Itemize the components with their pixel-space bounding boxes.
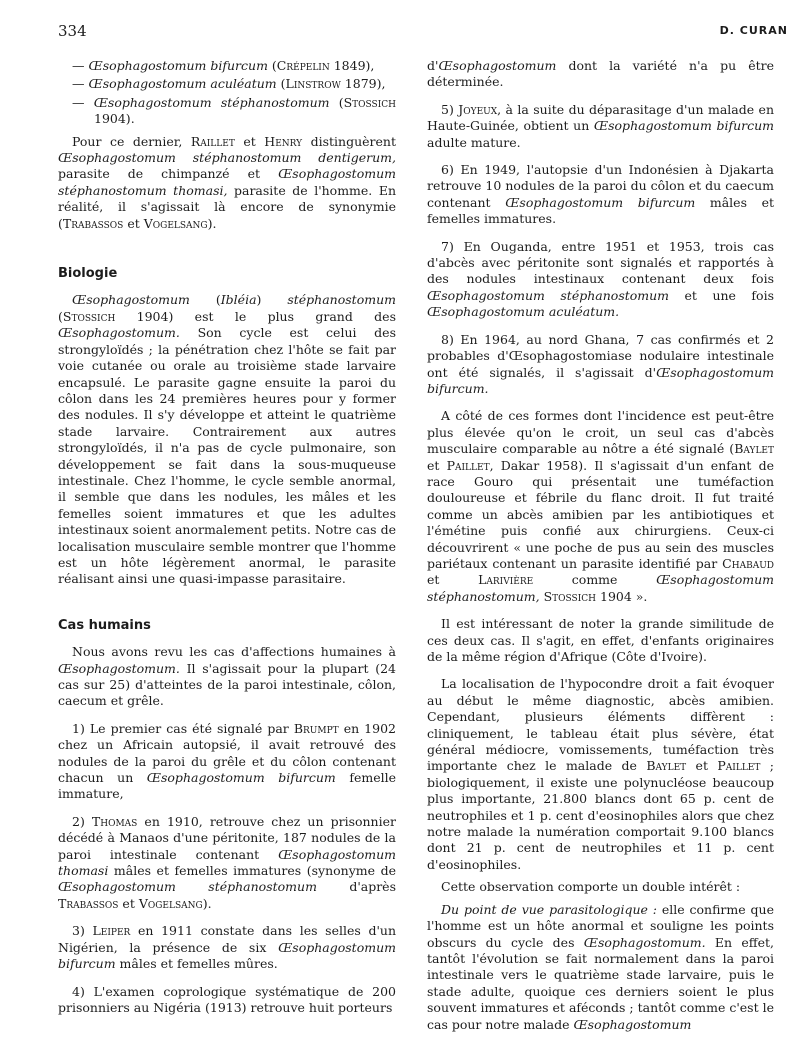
paragraph: Œsophagostomum (Ibléia) stéphanostomum (Stossich 1904) est le plus grand des Œsophagostomum. Son cycle est celui des strongyloïdés ; la pénétration chez l'hôte se fait par voie cutanée ou orale au troisième stade larvaire encapsulé. Le parasite gagne ensuite la paroi du côlon dans les 24 premières heures pour y former des nodules. Il s'y développe et atteint le quatrième stade larvaire. Contrairement aux autres strongyloïdés, il n'a pas de cycle pulmonaire, son développement se fait dans la sous-muqueuse intestinale. Chez l'homme, le cycle semble anormal, il semble que dans les nodules, les mâles et les femelles soient immatures et que les adultes intestinaux soient anormalement petits. Notre cas de localisation musculaire semble montrer que l'homme est un hôte légèrement anormal, le parasite réalisant ainsi une quasi-impasse parasitaire. <box>58 292 396 587</box>
right-column <box>427 58 774 1044</box>
paragraph: Pour ce dernier, Raillet et Henry distinguèrent Œsophagostomum stéphanostomum dentigerum, parasite de chimpanzé et Œsophagostomum stéphanostomum thomasi, parasite de l'homme. En réalité, il s'agissait là encore de synonymie (Trabassos et Vogelsang). <box>58 133 396 231</box>
paragraph: 5) Joyeux, à la suite du déparasitage d'un malade en Haute-Guinée, obtient un Œsophagostomum bifurcum adulte mature. <box>427 101 774 150</box>
paragraph: 2) Thomas en 1910, retrouve chez un prisonnier décédé à Manaos d'une péritonite, 187 nodules de la paroi intestinale contenant Œsophagostomum thomasi mâles et femelles immatures (synonyme de Œsophagostomum stéphanostomum d'après Trabassos et Vogelsang). <box>58 813 396 911</box>
paragraph: d'Œsophagostomum dont la variété n'a pu être déterminée. <box>427 58 774 90</box>
paragraph: Cette observation comporte un double intérêt : <box>441 879 741 895</box>
page-header <box>58 22 788 44</box>
paragraph: 6) En 1949, l'autopsie d'un Indonésien à Djakarta retrouve 10 nodules de la paroi du côlon et du caecum contenant Œsophagostomum bifurcum mâles et femelles immatures. <box>427 162 775 227</box>
synonym-line: — Œsophagostomum aculéatum (Linstrow 1879), <box>72 76 386 92</box>
paragraph: 4) L'examen coprologique systématique de 200 prisonniers au Nigéria (1913) retrouve huit porteurs <box>58 983 396 1015</box>
paragraph: La localisation de l'hypocondre droit a fait évoquer au début le même diagnostic, abcès amibien. Cependant, plusieurs éléments diffèrent : cliniquement, le tableau était plus sévère, état général médiocre, vomissements, tuméfaction très importante chez le malade de Baylet et Paillet ; biologiquement, il existe une polynucléose beaucoup plus importante, 21.800 blancs dont 65 p. cent de neutrophiles et 1 p. cent d'eosinophiles alors que chez notre malade la numération comportait 9.100 blancs dont 21 p. cent de neutrophiles et 11 p. cent d'eosinophiles. <box>427 676 775 872</box>
section-title-biologie: Biologie <box>58 266 118 282</box>
synonym-line: — Œsophagostomum stéphanostomum (Stossich 1904). <box>72 94 396 127</box>
paragraph: Du point de vue parasitologique : elle confirme que l'homme est un hôte anormal et souligne les points obscurs du cycle des Œsophagostomum. En effet, tantôt l'évolution se fait normalement dans la paroi intestinale vers le quatrième stade larvaire, puis le stade adulte, quoique ces derniers soient le plus souvent immatures et aféconds ; tantôt comme c'est le cas pour notre malade Œsophagostomum <box>427 901 775 1032</box>
section-title-cas-humains: Cas humains <box>58 617 151 633</box>
paragraph: Nous avons revu les cas d'affections humaines à Œsophagostomum. Il s'agissait pour la plupart (24 cas sur 25) d'atteintes de la paroi intestinale, côlon, caecum et grêle. <box>58 644 396 709</box>
page-number: 334 <box>58 22 87 40</box>
running-head: D. CURAN <box>719 24 788 37</box>
synonym-line: — Œsophagostomum bifurcum (Crépelin 1849), <box>72 58 375 73</box>
paragraph: Il est intéressant de noter la grande similitude de ces deux cas. Il s'agit, en effet, d'enfants originaires de la même région d'Afrique (Côte d'Ivoire). <box>427 616 774 664</box>
left-column <box>58 58 396 1027</box>
paragraph: 7) En Ouganda, entre 1951 et 1953, trois cas d'abcès avec péritonite sont signalés et rapportés à des nodules intestinaux contenant deux fois Œsophagostomum stéphanostomum et une fois Œsophagostomum aculéatum. <box>427 238 774 320</box>
paragraph: 8) En 1964, au nord Ghana, 7 cas confirmés et 2 probables d'Œsophagostomiase nodulaire intestinale ont été signalés, il s'agissait d'Œsophagostomum bifurcum. <box>427 331 774 396</box>
paragraph: 3) Leiper en 1911 constate dans les selles d'un Nigérien, la présence de six Œsophagostomum bifurcum mâles et femelles mûres. <box>58 923 396 972</box>
paragraph: 1) Le premier cas été signalé par Brumpt en 1902 chez un Africain autopsié, il avait retrouvé des nodules de la paroi du grêle et du côlon contenant chacun un Œsophagostomum bifurcum femelle immature, <box>58 720 396 802</box>
paragraph: A côté de ces formes dont l'incidence est peut-être plus élevée qu'on le croit, un seul cas d'abcès musculaire comparable au nôtre a été signalé (Baylet et Paillet, Dakar 1958). Il s'agissait d'un enfant de race Gouro qui présentait une tuméfaction douloureuse et fébrile du flanc droit. Il fut traité comme un abcès amibien par les antibiotiques et l'émétine puis confié aux chirurgiens. Ceux-ci découvrirent « une poche de pus au sein des muscles pariétaux contenant un parasite identifié par Chabaud et Larivière comme Œsophagostomum stéphanostomum, Stossich 1904 ». <box>427 408 774 604</box>
